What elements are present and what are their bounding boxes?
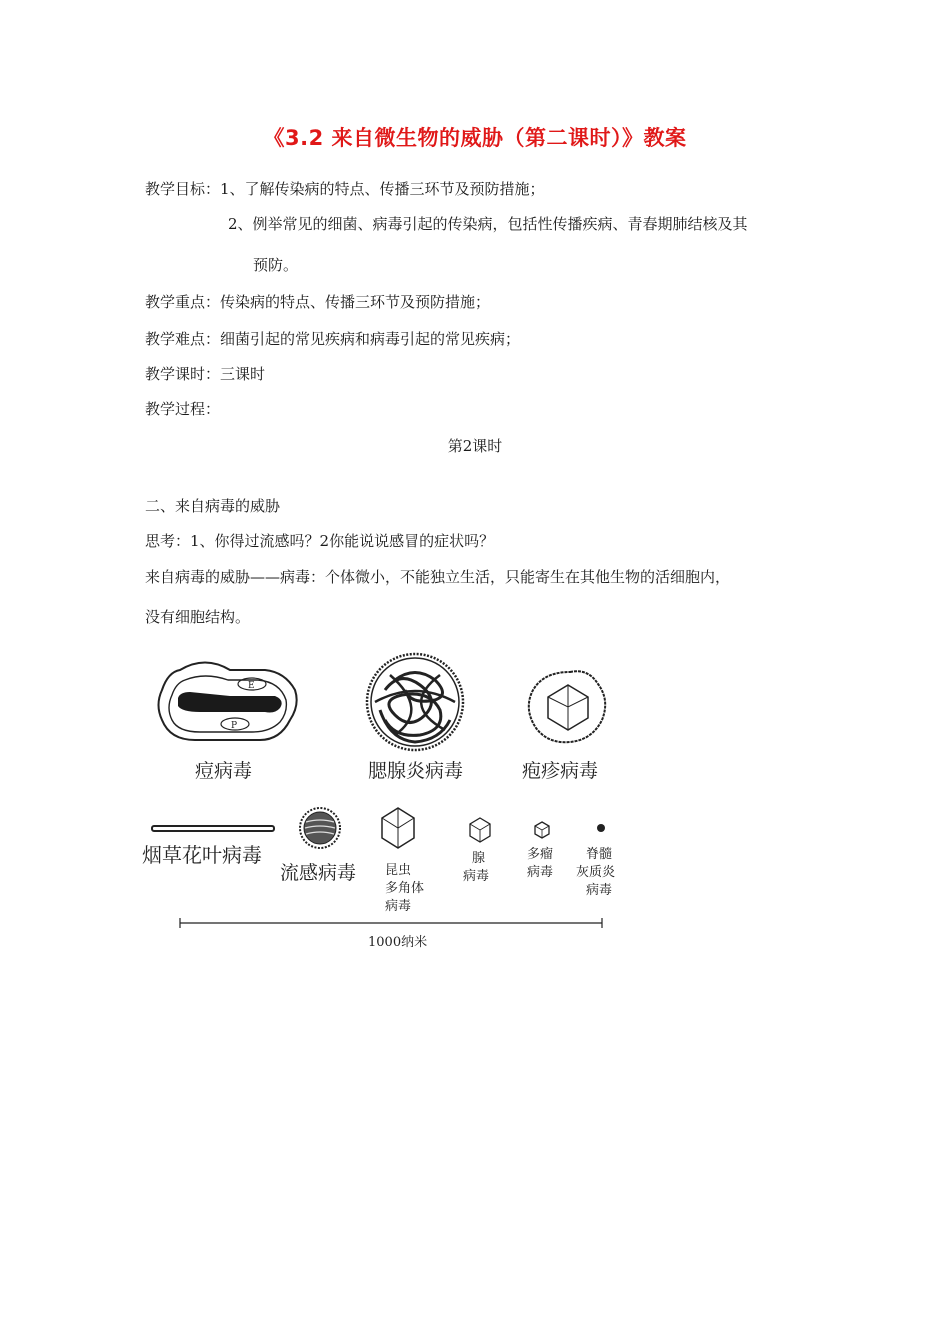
insect-virus-drawing bbox=[382, 808, 414, 848]
label-mumps-virus: 腮腺炎病毒 bbox=[368, 760, 464, 782]
label-insect-1: 昆虫 bbox=[385, 863, 412, 878]
section-heading: 二、来自病毒的威胁 bbox=[145, 497, 281, 515]
difficulties: 教学难点：细菌引起的常见疾病和病毒引起的常见疾病； bbox=[145, 330, 521, 348]
label-insect-2: 多角体 bbox=[385, 881, 425, 896]
label-insect-3: 病毒 bbox=[385, 899, 412, 914]
think-question: 思考：1、你得过流感吗？2你能说说感冒的症状吗？ bbox=[145, 532, 495, 550]
label-P: P bbox=[231, 721, 238, 731]
herpes-virus-drawing bbox=[529, 671, 605, 742]
pox-virus-drawing bbox=[159, 663, 297, 741]
label-tobacco-virus: 烟草花叶病毒 bbox=[142, 843, 262, 867]
virus-description-2: 没有细胞结构。 bbox=[145, 608, 251, 626]
adenovirus-drawing bbox=[470, 818, 490, 842]
label-pox-virus: 痘病毒 bbox=[195, 760, 253, 782]
lesson-heading: 第2课时 bbox=[447, 437, 503, 455]
tobacco-virus-drawing bbox=[152, 826, 274, 831]
label-polio-3: 病毒 bbox=[586, 883, 613, 898]
label-adeno-2: 病毒 bbox=[463, 869, 490, 884]
polyoma-virus-drawing bbox=[535, 822, 549, 838]
label-adeno-1: 腺 bbox=[472, 851, 486, 866]
teaching-periods: 教学课时：三课时 bbox=[145, 365, 266, 383]
objectives-line-1 bbox=[145, 178, 545, 199]
mumps-virus-drawing bbox=[367, 654, 463, 750]
label-herpes-virus: 疱疹病毒 bbox=[522, 760, 599, 782]
key-points: 教学重点：传染病的特点、传播三环节及预防措施； bbox=[145, 293, 491, 311]
objective-2: 2、例举常见的细菌、病毒引起的传染病，包括性传播疾病、青春期肺结核及其 bbox=[228, 215, 748, 233]
label-polio-1: 脊髓 bbox=[586, 847, 613, 862]
teaching-process: 教学过程： bbox=[145, 400, 221, 418]
label-E: E bbox=[248, 681, 255, 691]
scale-label: 1000纳米 bbox=[368, 935, 428, 950]
flu-virus-drawing bbox=[300, 808, 340, 848]
objective-1: 1、了解传染病的特点、传播三环节及预防措施； bbox=[220, 180, 545, 198]
polio-virus-drawing bbox=[597, 824, 605, 832]
label-polio-2: 灰质炎 bbox=[576, 865, 616, 880]
label-polyoma-1: 多瘤 bbox=[527, 847, 554, 862]
scale-bar bbox=[180, 918, 602, 928]
label-flu-virus: 流感病毒 bbox=[280, 862, 357, 884]
document-title: 《3.2 来自微生物的威胁（第二课时）》教案 bbox=[263, 126, 687, 150]
virus-size-figure bbox=[140, 650, 620, 960]
label-polyoma-2: 病毒 bbox=[527, 865, 554, 880]
objectives-label: 教学目标： bbox=[145, 180, 221, 198]
objective-2-continued: 预防。 bbox=[253, 256, 299, 274]
virus-description-1: 来自病毒的威胁——病毒：个体微小，不能独立生活，只能寄生在其他生物的活细胞内， bbox=[145, 568, 731, 586]
